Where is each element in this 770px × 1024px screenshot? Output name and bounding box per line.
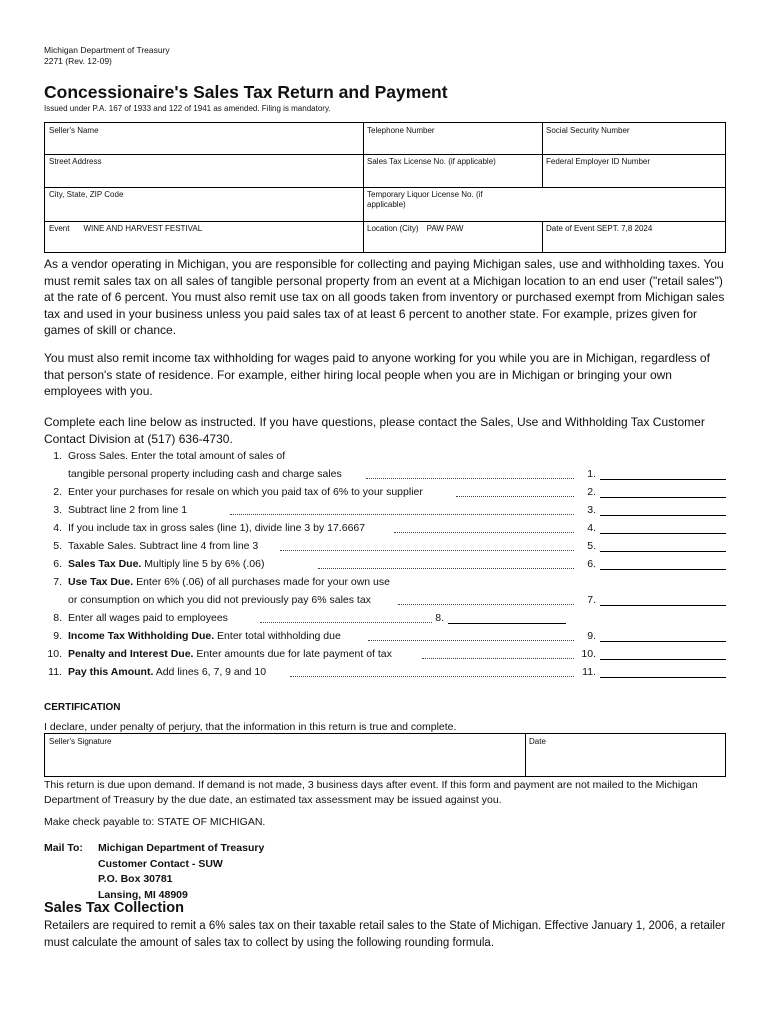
line-10-input[interactable] <box>600 645 726 660</box>
line-1: tangible personal property including cash and charge sales 1. <box>44 465 730 483</box>
payable-to: Make check payable to: STATE OF MICHIGAN. <box>44 816 266 828</box>
line-7-input[interactable] <box>600 591 726 606</box>
line-8-input[interactable] <box>448 609 566 624</box>
line-9: 9. Income Tax Withholding Due. Enter total withholding due 9. <box>44 627 730 645</box>
line-6: 6. Sales Tax Due. Multiply line 5 by 6% (.06) 6. <box>44 555 730 573</box>
event-date-field[interactable]: Date of Event SEPT. 7,8 2024 <box>546 224 653 233</box>
line-2: 2. Enter your purchases for resale on which you paid tax of 6% to your supplier 2. <box>44 483 730 501</box>
seller-signature-field[interactable]: Seller's Signature <box>49 737 112 746</box>
signature-box <box>44 733 726 777</box>
line-8: 8. Enter all wages paid to employees 8. <box>44 609 730 627</box>
line-4: 4. If you include tax in gross sales (line 1), divide line 3 by 17.6667 4. <box>44 519 730 537</box>
line-1-input[interactable] <box>600 465 726 480</box>
section-title: Sales Tax Collection <box>44 900 184 916</box>
line-3: 3. Subtract line 2 from line 1 3. <box>44 501 730 519</box>
certification-declaration: I declare, under penalty of perjury, that the information in this return is true and complete. <box>44 721 457 733</box>
line-5: 5. Taxable Sales. Subtract line 4 from line 3 5. <box>44 537 730 555</box>
ssn-field[interactable]: Social Security Number <box>546 126 630 135</box>
mail-line-1: Michigan Department of Treasury <box>98 842 265 854</box>
section-text: Retailers are required to remit a 6% sales tax on their taxable retail sales to the State of Michigan. Effective January 1, 2006, a retailer must calculate the amount of sales tax to collect by using the following rounding formula. <box>44 920 726 949</box>
line-2-input[interactable] <box>600 483 726 498</box>
line-11-input[interactable] <box>600 663 726 678</box>
form-number: 2271 (Rev. 12-09) <box>44 56 112 66</box>
certification-heading: CERTIFICATION <box>44 702 121 713</box>
line-7: or consumption on which you did not previously pay 6% sales tax 7. <box>44 591 730 609</box>
mail-line-4: Lansing, MI 48909 <box>98 888 188 901</box>
event-field[interactable]: Event WINE AND HARVEST FESTIVAL <box>49 224 203 233</box>
fein-field[interactable]: Federal Employer ID Number <box>546 157 651 166</box>
form-title: Concessionaire's Sales Tax Return and Payment <box>44 82 448 102</box>
due-notice: This return is due upon demand. If demand is not made, 3 business days after event. If this form and payment are not mailed to the Michigan Department of Treasury by the due date, an estimated tax assessment may be issued against you. <box>44 779 698 806</box>
line-3-input[interactable] <box>600 501 726 516</box>
mail-line-2: Customer Contact - SUW <box>98 857 223 870</box>
form-header <box>44 45 170 67</box>
line-6-input[interactable] <box>600 555 726 570</box>
signature-date-field[interactable]: Date <box>529 737 546 746</box>
agency-name: Michigan Department of Treasury <box>44 45 170 55</box>
intro-paragraph-1: As a vendor operating in Michigan, you are responsible for collecting and paying Michigan sales, use and withholding taxes. You must remit sales tax on all sales of tangible personal property from an event at a Michigan location to an end user ("retail sales") at the rate of 6 percent. You must also remit use tax on all goods taken from inventory or purchased exempt from Michigan sales tax and used in your business unless you paid sales tax of at least 6 percent to another state. For example, prizes given for games of skill or chance. <box>44 257 725 337</box>
line-4-input[interactable] <box>600 519 726 534</box>
liquor-license-field[interactable]: Temporary Liquor License No. (if applicable) <box>367 190 483 209</box>
city-state-zip-field[interactable]: City, State, ZIP Code <box>49 190 124 199</box>
location-field[interactable]: Location (City) PAW PAW <box>367 224 464 233</box>
line-1-label: 1. Gross Sales. Enter the total amount of sales of <box>53 450 286 462</box>
intro-paragraph-3: Complete each line below as instructed. If you have questions, please contact the Sales, Use and Withholding Tax Customer Contact Division at (517) 636-4730. <box>44 415 705 446</box>
line-9-input[interactable] <box>600 627 726 642</box>
line-7-label: 7. Use Tax Due. Enter 6% (.06) of all purchases made for your own use <box>53 576 390 588</box>
line-11: 11. Pay this Amount. Add lines 6, 7, 9 and 10 11. <box>44 663 730 681</box>
street-address-field[interactable]: Street Address <box>49 157 102 166</box>
line-10: 10. Penalty and Interest Due. Enter amounts due for late payment of tax 10. <box>44 645 730 663</box>
intro-paragraph-2: You must also remit income tax withholding for wages paid to anyone working for you while you are in Michigan, regardless of that person's state of residence. For example, either hiring local people when you are in Michigan or bringing your own employees with you. <box>44 351 710 398</box>
mail-line-3: P.O. Box 30781 <box>98 873 173 885</box>
seller-info-grid <box>44 122 726 253</box>
mail-to-label: Mail To: <box>44 842 83 854</box>
form-subtitle: Issued under P.A. 167 of 1933 and 122 of 1941 as amended. Filing is mandatory. <box>44 104 331 113</box>
sales-tax-license-field[interactable]: Sales Tax License No. (if applicable) <box>367 157 496 166</box>
sellers-name-field[interactable]: Seller's Name <box>49 126 99 135</box>
line-5-input[interactable] <box>600 537 726 552</box>
telephone-field[interactable]: Telephone Number <box>367 126 435 135</box>
